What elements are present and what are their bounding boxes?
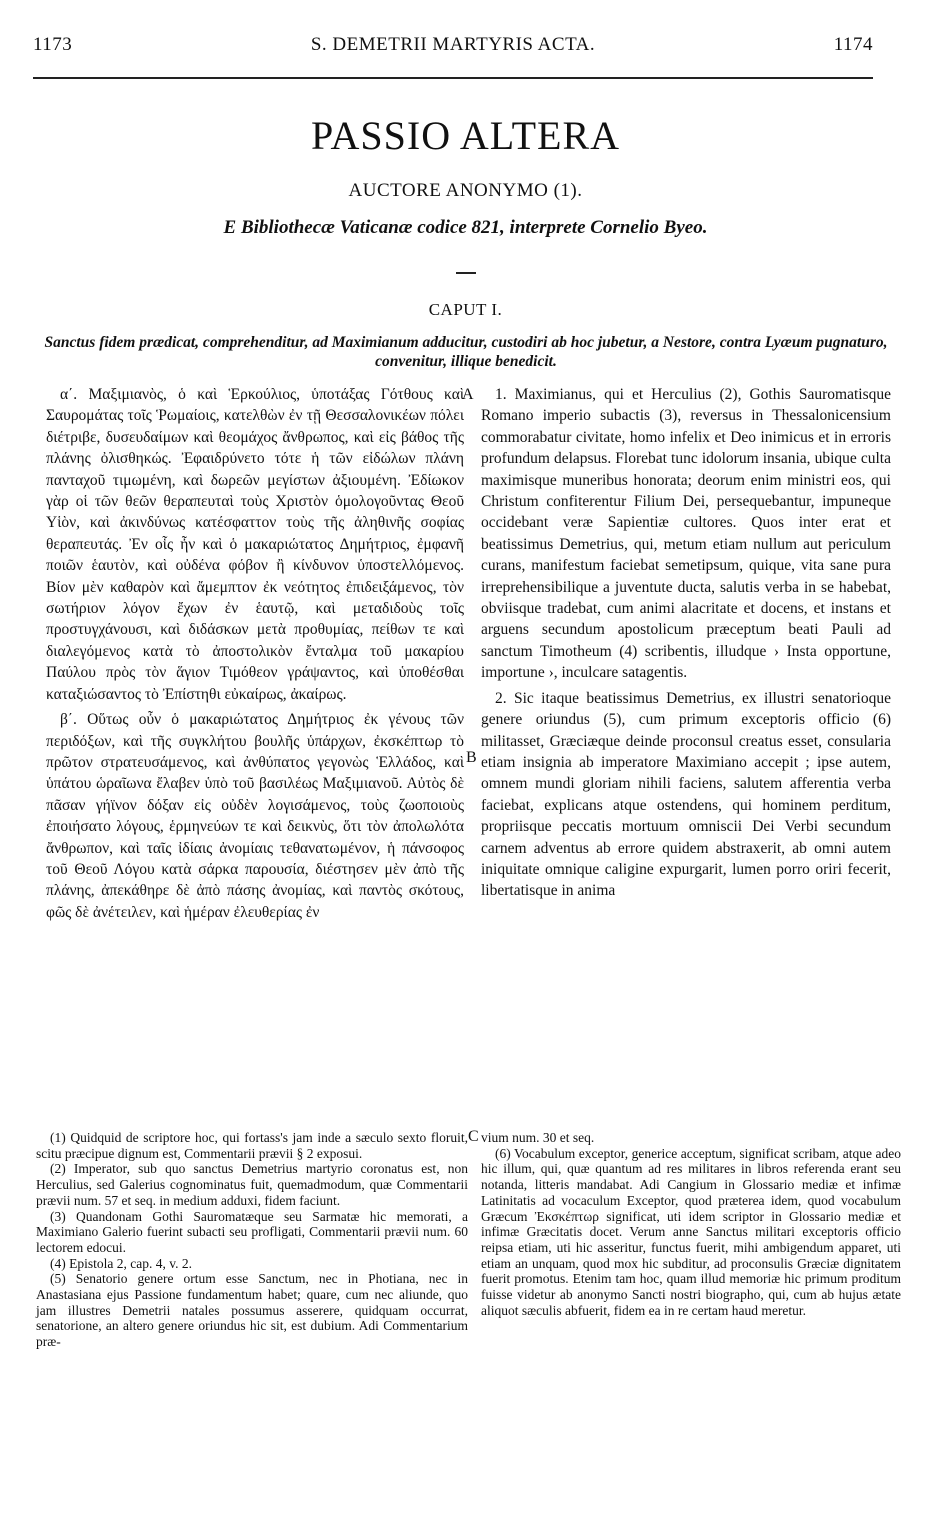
page-number-left: 1173 <box>33 34 73 55</box>
greek-paragraph-2: β΄. Οὕτως οὖν ὁ μακαριώτατος Δημήτριος ἐκ γένους τῶν περιδόξων, καὶ τῆς συγκλήτου βουλῆς ὑπάρχων, ἐκσκέπτωρ τὸ πρῶτον στρατευσάμενος, καὶ ἀνθύπατος γεγονὼς Ἑλλάδος, καὶ ὑπάτου ὡραῖωνα ἔλαβεν ὑπὸ τοῦ βασιλέως Μαξιμιανοῦ. Αὐτὸς δὲ πᾶσαν γήϊνον δόξαν εἰς οὐδὲν λογισάμενος, τοὺς ζωοποιοὺς ἐποιήσατο λόγους, ἑρμηνεύων τε καὶ δεικνὺς, ὅτι τὸν ἀπολωλότα ἄνθρωπον, καὶ ταῖς ἰδίαις ἀνομίαις τεθανατωμένον, ἡ πάνσοφος τοῦ Θεοῦ Λόγου κατὰ σάρκα παρουσία, διέστησεν μὲν ἀπὸ τῆς πλάνης, ἀπεκάθηρε δὲ ἀπὸ πάσης ἀνομίας, καὶ παντὸς σκότους, φῶς δὲ ἀνέτειλεν, καὶ ἡμέραν ἐλευθερίας ἐν <box>46 711 464 921</box>
footnotes-left <box>36 1130 468 1350</box>
running-header <box>33 34 873 64</box>
author-line: AUCTORE ANONYMO (1). <box>348 180 583 201</box>
margin-mark-a: A <box>462 386 474 403</box>
running-title: S. DEMETRII MARTYRIS ACTA. <box>310 34 596 55</box>
greek-column <box>46 384 464 923</box>
margin-mark-c: C <box>468 1128 479 1145</box>
chapter-heading: CAPUT I. <box>428 300 503 319</box>
footnote-6: (6) Vocabulum exceptor, generice acceptum, significat scribam, atque adeo hic illum, qui, quæ quantum ad res militares in libros referenda erant seu notanda, litteris mandabat. Adi Cangium in Glossario mediæ et infimæ Latinitatis ad vocaculum Exceptor, quod præterea idem, quod vocabulum Græcum Ἐκσκέπτωρ significat, uti idem scriptor in Glossario mediæ et infimæ Græcitatis docet. Verum anne Sanctus militari exceptoris officio reipsa etiam, uti hic asseritur, functus fuerit, mihi ambigendum apparet, uti etiam an unquam, quod mox hic subditur, ad proconsulis Græciæ dignitatem fuerit promotus. Etenim tam hoc, quam illud memoriæ hic primum proditum fuisse videtur ab anonymo Sancti nostri biographo, qui, cum ab hujus ætate aliquot sæculis abfuerit, fidem ea in re certam haud meretur. <box>481 1145 901 1318</box>
title-divider <box>456 272 476 274</box>
footnote-2: (2) Imperator, sub quo sanctus Demetrius martyrio coronatus est, non Herculius, sed Galerius cognominatus fuit, quemadmodum, quæ Commentarii prævii num. 57 et seq. in medium adduxi, fidem faciunt. <box>36 1161 468 1208</box>
footnotes-right <box>481 1130 901 1318</box>
latin-column <box>481 384 891 902</box>
document-title: PASSIO ALTERA <box>310 113 621 158</box>
footnote-5-continuation: vium num. 30 et seq. <box>481 1130 595 1145</box>
source-line: E Bibliothecæ Vaticanæ codice 821, interprete Cornelio Byeo. <box>223 217 708 238</box>
header-rule <box>33 77 873 79</box>
greek-paragraph-1: α΄. Μαξιμιανὸς, ὁ καὶ Ἑρκούλιος, ὑποτάξας Γότθους καὶ Σαυρομάτας τοῖς Ῥωμαίοις, κατελθὼν ἐν τῇ Θεσσαλονικέων πόλει διέτριβε, δυσευδαίμων καὶ θεομάχος ἄνθρωπος, καὶ εἰς βάθος τῆς πλάνης ὀλισθηκώς. Ἐφαιδρύνετο τότε ἡ τῶν εἰδώλων πλάνη πανταχοῦ τιμωμένη, καὶ δωρεῶν μεγίστων ἀξιουμένη. Ἐδίωκον γὰρ οἱ τῶν θεῶν θεραπευταὶ τοὺς Χριστὸν ὁμολογοῦντας Θεοῦ Υἱὸν, καὶ ἀκινδύνως κατέσφαττον τοὺς τῆς ἀληθινῆς σοφίας θεραπευτάς. Ἐν οἷς ἦν καὶ ὁ μακαριώτατος Δημήτριος, ἐμφανῆ ποιῶν ἑαυτὸν, καὶ οὐδένα φόβον ἢ κίνδυνον ὑποστελλόμενος. Βίον μὲν καθαρὸν καὶ ἄμεμπτον ἐκ νεότητος ἐπιδειξάμενος, τὸν σωτήριον λόγον ἔχων ἐν ἑαυτῷ, καὶ μεταδιδοὺς τοῖς προστυγχάνουσι, καὶ διδάσκων μετὰ προθυμίας, πείθων τε καὶ διαλεγόμενος κατὰ τὸ ἀποστολικὸν ἔνταλμα τοῦ μακαρίου Παύλου πρὸς τὸν ἅγιον Τιμόθεον γράψαντος, καὶ ὑποθέσθαι καταξιώσαντος τὸ Ἐπίστηθι εὐκαίρως, ἀκαίρως. <box>46 386 464 703</box>
footnote-4: (4) Epistola 2, cap. 4, v. 2. <box>50 1255 192 1271</box>
footnote-1: (1) Quidquid de scriptore hoc, qui fortass's jam inde a sæculo sexto floruit, scitu præcipue dignum est, Commentarii prævii § 2 exposui. <box>36 1130 468 1161</box>
latin-paragraph-1: 1. Maximianus, qui et Herculius (2), Gothis Sauromatisque Romano imperio subactis (3), reversus in Thessalonicensium commorabatur civitate, homo infelix et Deo inimicus et in erroris profundum delapsus. Florebat tunc idolorum insania, ubique culta maximisque muneribus honorata; deorum enim ministri eos, qui Christum confiterentur Filium Dei, persequebantur, impuneque occidebant veræ Sapientiæ cultores. Quos inter erat et beatissimus Demetrius, qui, metum etiam nullum aut periculum curans, manifestum faciebat semetipsum, quique, vita sane pura irreprehensibilique a juventute ducta, salutis verba in se habebat, obviisque tradebat, cum animi alacritate et docens, et instans et arguens secundum apostolicum præceptum beati Pauli ad sanctum Timotheum (4) scribentis, illudque › Insta opportune, importune ›, inculcare satagentis. <box>481 386 891 682</box>
footnote-5: (5) Senatorio genere ortum esse Sanctum, nec in Photiana, nec in Anastasiana ejus Passione fundamentum habet; quare, cum nec aliunde, quo jam illustres Demetrii natales possumus asserere, quidquam occurrat, senatorione, an altero genere oriundus hic sit, est dubium. Adi Commentarium præ- <box>36 1271 468 1350</box>
footnote-3: (3) Quandonam Gothi Sauromatæque seu Sarmatæ hic memorati, a Maximiano Galerio fuerint subacti seu profligati, Commentarii prævii num. 60 lectorem edocui. <box>36 1208 468 1255</box>
chapter-summary: Sanctus fidem prædicat, comprehenditur, ad Maximianum adducitur, custodiri ab hoc jubetur, a Nestore, contra Lyæum pugnaturo, convenitur, illique benedicit. <box>44 334 888 370</box>
margin-mark-b: B <box>466 749 477 766</box>
latin-paragraph-2: 2. Sic itaque beatissimus Demetrius, ex illustri senatorioque genere oriundus (5), cum primum exceptoris officio (6) militasset, Græciæque deinde proconsul creatus esset, consularia etiam insignia ab imperatore Maximiano accepit ; ipse autem, omnem mundi gloriam nihili faciens, salutem afferentia verba faciebat, explicans atque ostendens, qui hominem perditum, propriisque peccatis mortuum omniscii Dei Verbi secundum carnem adventus ab errore quidem abstraxerit, ab omni autem iniquitate omnique caligine expurgarit, lumen porro oriri fecerit, libertatisque in anima <box>481 689 891 900</box>
page-number-right: 1174 <box>833 34 873 55</box>
